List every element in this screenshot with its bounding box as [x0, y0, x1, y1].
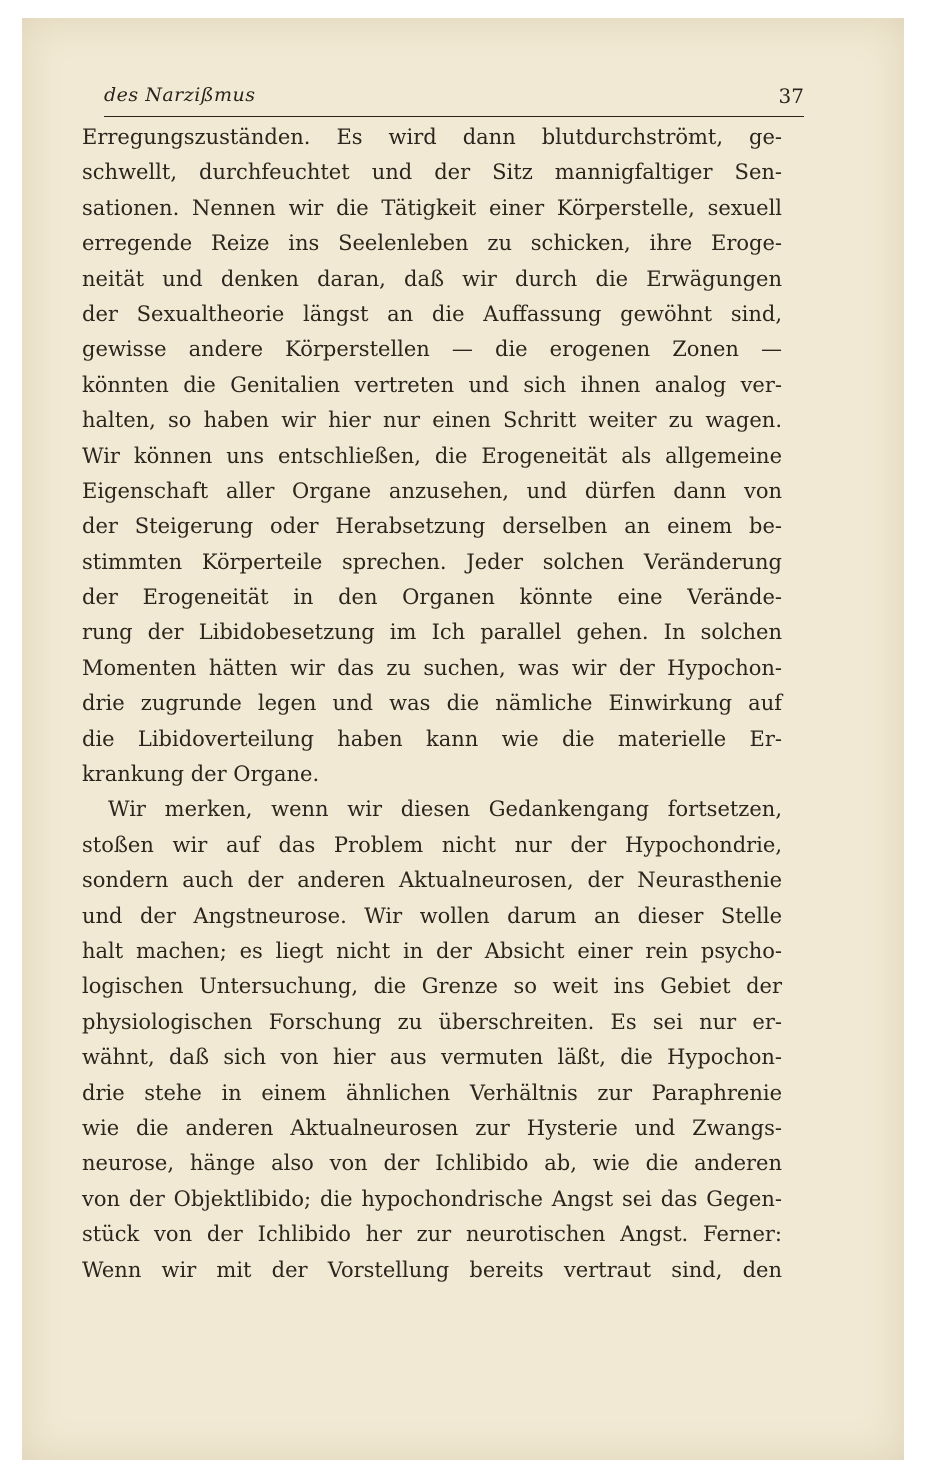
- text-line: von der Objektlibido; die hypochondrische Angst sei das Gegen-: [82, 1186, 782, 1211]
- text-line: gewisse andere Körperstellen — die erogenen Zonen —: [82, 337, 782, 362]
- text-line: Wir merken, wenn wir diesen Gedankengang fortsetzen,: [108, 797, 782, 822]
- text-line: der Sexualtheorie längst an die Auffassung gewöhnt sind,: [82, 301, 782, 326]
- text-line: wie die anderen Aktualneurosen zur Hysterie und Zwangs-: [82, 1115, 782, 1140]
- text-line: drie zugrunde legen und was die nämliche Einwirkung auf: [82, 691, 782, 716]
- text-line: Momenten hätten wir das zu suchen, was wir der Hypochon-: [82, 655, 782, 680]
- text-line: Wenn wir mit der Vorstellung bereits vertraut sind, den: [82, 1257, 782, 1282]
- paragraph: [82, 792, 782, 1287]
- page-header: [104, 82, 804, 117]
- text-line: logischen Untersuchung, die Grenze so weit ins Gebiet der: [82, 974, 782, 999]
- text-line: Wir können uns entschließen, die Erogeneität als allgemeine: [82, 443, 782, 468]
- text-line: der Steigerung oder Herabsetzung derselben an einem be-: [82, 514, 782, 539]
- page-number: 37: [778, 84, 804, 108]
- text-line: wähnt, daß sich von hier aus vermuten läßt, die Hypochon-: [82, 1045, 782, 1070]
- text-line: könnten die Genitalien vertreten und sich ihnen analog ver-: [82, 372, 782, 397]
- text-line: der Erogeneität in den Organen könnte eine Verände-: [82, 585, 782, 610]
- text-line: Eigenschaft aller Organe anzusehen, und dürfen dann von: [82, 478, 782, 503]
- text-line: erregende Reize ins Seelenleben zu schicken, ihre Eroge-: [82, 231, 782, 256]
- running-title: des Narzißmus: [104, 84, 256, 106]
- text-line: physiologischen Forschung zu überschreiten. Es sei nur er-: [82, 1009, 782, 1034]
- text-line: rung der Libidobesetzung im Ich parallel gehen. In solchen: [82, 620, 782, 645]
- text-line: halten, so haben wir hier nur einen Schritt weiter zu wagen.: [82, 408, 782, 433]
- text-line: stimmten Körperteile sprechen. Jeder solchen Veränderung: [82, 549, 782, 574]
- text-line: und der Angstneurose. Wir wollen darum an dieser Stelle: [82, 903, 782, 928]
- text-line: drie stehe in einem ähnlichen Verhältnis zur Paraphrenie: [82, 1080, 782, 1105]
- text-line: Erregungszuständen. Es wird dann blutdurchströmt, ge-: [82, 125, 782, 149]
- text-line: stück von der Ichlibido her zur neurotischen Angst. Ferner:: [82, 1222, 782, 1247]
- text-line: sondern auch der anderen Aktualneurosen, der Neurasthenie: [82, 868, 782, 893]
- text-line: neurose, hänge also von der Ichlibido ab, wie die anderen: [82, 1151, 782, 1176]
- text-line: neität und denken daran, daß wir durch die Erwägungen: [82, 266, 782, 291]
- body-text: [82, 120, 782, 1288]
- text-line: krankung der Organe.: [82, 762, 320, 787]
- text-line: schwellt, durchfeuchtet und der Sitz mannigfaltiger Sen-: [82, 160, 782, 185]
- paragraph: [82, 120, 782, 792]
- text-line: sationen. Nennen wir die Tätigkeit einer Körperstelle, sexuell: [82, 195, 782, 220]
- text-line: stoßen wir auf das Problem nicht nur der Hypochondrie,: [82, 832, 782, 857]
- text-line: halt machen; es liegt nicht in der Absicht einer rein psycho-: [82, 938, 782, 963]
- text-line: die Libidoverteilung haben kann wie die materielle Er-: [82, 726, 782, 751]
